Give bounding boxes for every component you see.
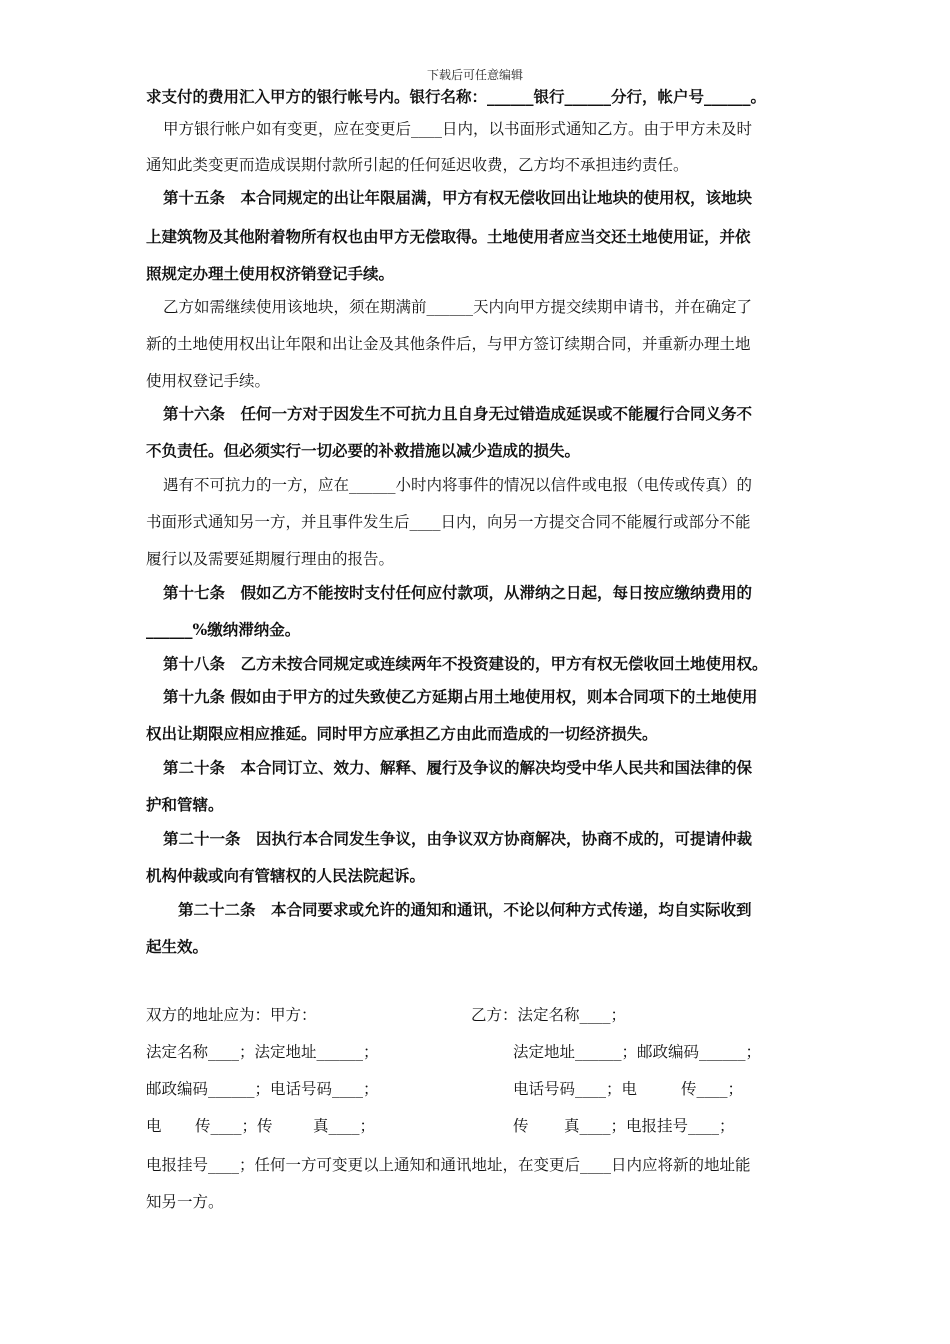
article-18-line: 第十八条 乙方未按合同规定或连续两年不投资建设的，甲方有权无偿收回土地使用权。 bbox=[163, 654, 768, 673]
article-20-line: 护和管辖。 bbox=[146, 795, 224, 814]
body-line: 新的土地使用权出让年限和出让金及其他条件后，与甲方签订续期合同，并重新办理土地 bbox=[146, 335, 751, 353]
article-22-line: 第二十二条 本合同要求或允许的通知和通讯，不论以何种方式传递，均自实际收到 bbox=[178, 900, 752, 919]
body-line: 履行以及需要延期履行理由的报告。 bbox=[146, 550, 395, 568]
article-19-line: 第十九条 假如由于甲方的过失致使乙方延期占用土地使用权，则本合同项下的土地使用 bbox=[163, 687, 758, 706]
address-field: 电 bbox=[146, 1117, 162, 1135]
article-20-line: 第二十条 本合同订立、效力、解释、履行及争议的解决均受中华人民共和国法律的保 bbox=[163, 758, 753, 777]
address-field: 法定名称____；法定地址______； bbox=[146, 1043, 379, 1061]
article-21-line: 机构仲裁或向有管辖权的人民法院起诉。 bbox=[146, 866, 426, 885]
body-line: 通知此类变更而造成误期付款所引起的任何延迟收费，乙方均不承担违约责任。 bbox=[146, 156, 689, 174]
body-line: 求支付的费用汇入甲方的银行帐号内。银行名称：______银行______分行，帐户号______。 bbox=[146, 87, 767, 106]
body-line: 甲方银行帐户如有变更，应在变更后____日内，以书面形式通知乙方。由于甲方未及时 bbox=[163, 120, 753, 138]
article-16-line: 不负责任。但必须实行一切必要的补救措施以减少造成的损失。 bbox=[146, 441, 581, 460]
address-field: 传____；传 bbox=[195, 1117, 273, 1135]
address-field: 传____； bbox=[681, 1080, 744, 1098]
address-field: 真____；电报挂号____； bbox=[564, 1117, 735, 1135]
body-line: 遇有不可抗力的一方，应在______小时内将事件的情况以信件或电报（电传或传真）的 bbox=[163, 476, 753, 494]
address-field: 真____； bbox=[313, 1117, 376, 1135]
article-21-line: 第二十一条 因执行本合同发生争议，由争议双方协商解决，协商不成的，可提请仲裁 bbox=[163, 829, 753, 848]
article-17-line: 第十七条 假如乙方不能按时支付任何应付款项，从滞纳之日起，每日按应缴纳费用的 bbox=[163, 583, 753, 602]
article-17-line: ______%缴纳滞纳金。 bbox=[146, 620, 301, 639]
body-line: 乙方如需继续使用该地块，须在期满前______天内向甲方提交续期申请书，并在确定了 bbox=[163, 298, 753, 316]
article-15-line: 照规定办理土使用权济销登记手续。 bbox=[146, 264, 395, 283]
address-field: 传 bbox=[513, 1117, 529, 1135]
body-line: 书面形式通知另一方，并且事件发生后____日内，向另一方提交合同不能履行或部分不能 bbox=[146, 513, 751, 531]
address-footer-line: 电报挂号____；任何一方可变更以上通知和通讯地址，在变更后____日内应将新的地址能 bbox=[146, 1156, 751, 1174]
article-15-line: 第十五条 本合同规定的出让年限届满，甲方有权无偿收回出让地块的使用权，该地块 bbox=[163, 188, 753, 207]
address-party-a-heading: 双方的地址应为：甲方： bbox=[146, 1006, 317, 1024]
address-party-b-heading: 乙方：法定名称____； bbox=[471, 1006, 627, 1024]
article-16-line: 第十六条 任何一方对于因发生不可抗力且自身无过错造成延误或不能履行合同义务不 bbox=[163, 404, 753, 423]
address-field: 邮政编码______；电话号码____； bbox=[146, 1080, 379, 1098]
article-22-line: 起生效。 bbox=[146, 937, 209, 956]
address-field: 法定地址______；邮政编码______； bbox=[513, 1043, 762, 1061]
address-field: 电话号码____；电 bbox=[513, 1080, 638, 1098]
body-line: 使用权登记手续。 bbox=[146, 372, 271, 390]
article-19-line: 权出让期限应相应推延。同时甲方应承担乙方由此而造成的一切经济损失。 bbox=[146, 724, 658, 743]
address-footer-line: 知另一方。 bbox=[146, 1193, 224, 1211]
page-header: 下载后可任意编辑 bbox=[426, 68, 523, 82]
article-15-line: 上建筑物及其他附着物所有权也由甲方无偿取得。土地使用者应当交还土地使用证，并依 bbox=[146, 227, 751, 246]
